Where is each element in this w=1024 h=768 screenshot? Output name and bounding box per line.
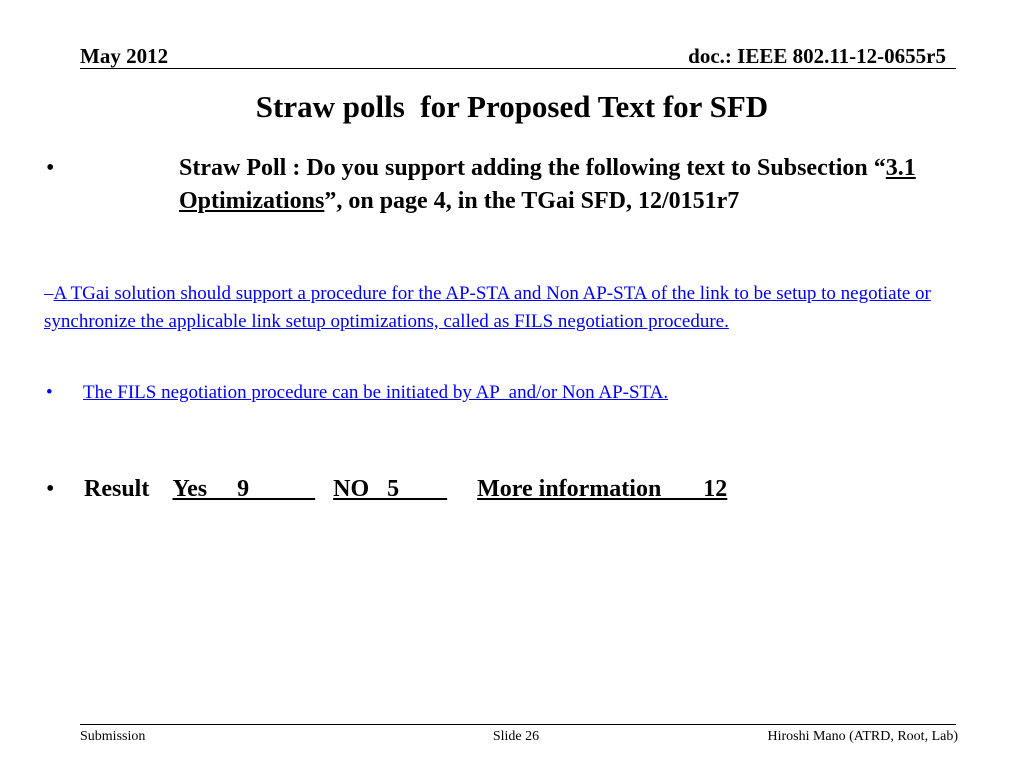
footer-submission: Submission bbox=[80, 729, 146, 744]
bullet-straw-poll: • bbox=[46, 155, 55, 181]
fils-note-text: The FILS negotiation procedure can be initiated by AP and/or Non AP-STA. bbox=[83, 382, 669, 403]
bullet-fils-note: • bbox=[46, 382, 53, 403]
result-no: NO 5 bbox=[333, 476, 448, 502]
bullet-result: • bbox=[46, 476, 55, 502]
result-line bbox=[84, 474, 727, 504]
straw-poll-text-after: ”, on page 4, in the TGai SFD, 12/0151r7 bbox=[324, 188, 740, 214]
header-divider bbox=[80, 68, 956, 69]
footer-slide-number: Slide 26 bbox=[492, 729, 540, 744]
footer-divider bbox=[80, 724, 956, 725]
header-date: May 2012 bbox=[80, 44, 169, 68]
straw-poll-text-before: Straw Poll : Do you support adding the following text to Subsection “ bbox=[179, 155, 886, 181]
proposed-text-dash: – bbox=[44, 283, 54, 304]
section-link: 3.1 Optimizations bbox=[179, 155, 916, 214]
result-yes: Yes 9 bbox=[172, 476, 316, 502]
straw-poll-question bbox=[179, 152, 969, 218]
result-label: Result bbox=[84, 476, 150, 502]
proposed-text-body: A TGai solution should support a procedure for the AP-STA and Non AP-STA of the link to be setup to negotiate or synchronize the applicable link setup optimizations, called as FILS negotiation procedure. bbox=[44, 283, 931, 332]
header-doc-number: doc.: IEEE 802.11-12-0655r5 bbox=[688, 44, 946, 68]
slide-title: Straw polls for Proposed Text for SFD bbox=[255, 89, 769, 124]
proposed-text bbox=[44, 280, 974, 336]
footer-author: Hiroshi Mano (ATRD, Root, Lab) bbox=[767, 729, 958, 744]
result-more-info: More information 12 bbox=[477, 476, 728, 502]
